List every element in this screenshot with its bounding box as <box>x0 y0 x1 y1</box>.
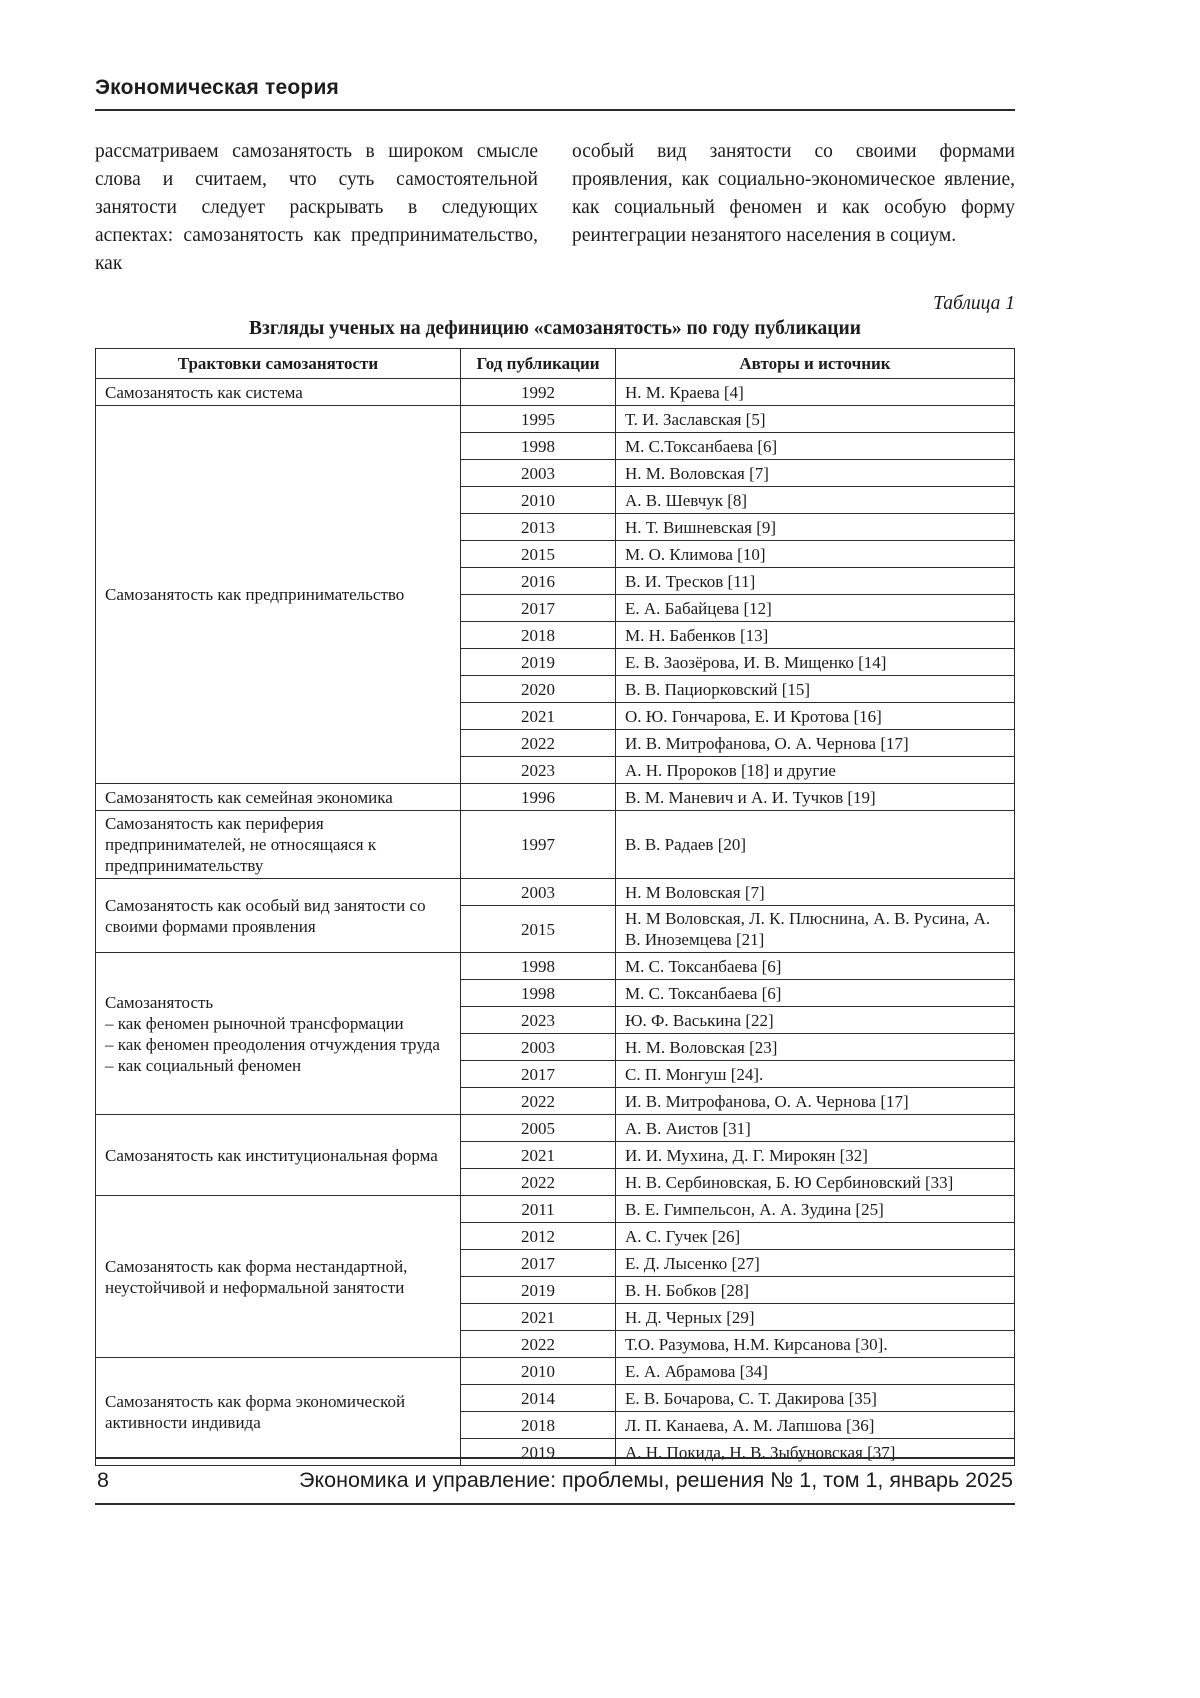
year-cell: 2015 <box>461 541 616 568</box>
year-cell: 2022 <box>461 1331 616 1358</box>
authors-cell: В. М. Маневич и А. И. Тучков [19] <box>616 784 1015 811</box>
year-cell: 2003 <box>461 460 616 487</box>
page-footer <box>95 1457 1015 1505</box>
page-content <box>95 76 1015 1466</box>
year-cell: 2020 <box>461 676 616 703</box>
authors-cell: Н. М Воловская [7] <box>616 879 1015 906</box>
year-cell: 2023 <box>461 757 616 784</box>
authors-cell: Е. В. Заозёрова, И. В. Мищенко [14] <box>616 649 1015 676</box>
authors-cell: М. С. Токсанбаева [6] <box>616 980 1015 1007</box>
authors-cell: А. В. Шевчук [8] <box>616 487 1015 514</box>
table-title: Взгляды ученых на дефиницию «самозанятость» по году публикации <box>249 318 861 339</box>
year-cell: 2014 <box>461 1385 616 1412</box>
authors-cell: Е. А. Абрамова [34] <box>616 1358 1015 1385</box>
interpretation-cell: Самозанятость как институциональная форма <box>96 1115 461 1196</box>
intro-left-column: рассматриваем самозанятость в широком смысле слова и считаем, что суть самостоятельной занятости следует раскрывать в следующих аспектах: самозанятость как предпринимательство, как <box>95 141 538 274</box>
year-cell: 1992 <box>461 379 616 406</box>
year-cell: 2010 <box>461 487 616 514</box>
year-cell: 2021 <box>461 1142 616 1169</box>
authors-cell: С. П. Монгуш [24]. <box>616 1061 1015 1088</box>
year-cell: 2021 <box>461 1304 616 1331</box>
year-cell: 2022 <box>461 1169 616 1196</box>
table-body <box>96 379 1015 1466</box>
authors-cell: Т. И. Заславская [5] <box>616 406 1015 433</box>
authors-cell: М. С.Токсанбаева [6] <box>616 433 1015 460</box>
authors-cell: И. В. Митрофанова, О. А. Чернова [17] <box>616 730 1015 757</box>
authors-cell: А. В. Аистов [31] <box>616 1115 1015 1142</box>
interpretation-cell: Самозанятость как предпринимательство <box>96 406 461 784</box>
col-header-authors: Авторы и источник <box>616 349 1015 379</box>
year-cell: 1996 <box>461 784 616 811</box>
year-cell: 2021 <box>461 703 616 730</box>
authors-cell: Л. П. Канаева, А. М. Лапшова [36] <box>616 1412 1015 1439</box>
header-rule <box>95 109 1015 111</box>
definitions-table <box>95 348 1015 1466</box>
year-cell: 2003 <box>461 1034 616 1061</box>
year-cell: 2022 <box>461 1088 616 1115</box>
authors-cell: Н. М. Воловская [7] <box>616 460 1015 487</box>
authors-cell: А. Н. Покида, Н. В. Зыбуновская [37] <box>616 1439 1015 1466</box>
authors-cell: И. И. Мухина, Д. Г. Мирокян [32] <box>616 1142 1015 1169</box>
year-cell: 2005 <box>461 1115 616 1142</box>
authors-cell: Н. Д. Черных [29] <box>616 1304 1015 1331</box>
authors-cell: Н. В. Сербиновская, Б. Ю Сербиновский [33] <box>616 1169 1015 1196</box>
authors-cell: О. Ю. Гончарова, Е. И Кротова [16] <box>616 703 1015 730</box>
authors-cell: Н. М. Воловская [23] <box>616 1034 1015 1061</box>
interpretation-cell: Самозанятость как форма нестандартной, неустойчивой и неформальной занятости <box>96 1196 461 1358</box>
year-cell: 2019 <box>461 1277 616 1304</box>
authors-cell: А. Н. Пророков [18] и другие <box>616 757 1015 784</box>
table-row <box>96 379 1015 406</box>
authors-cell: Е. А. Бабайцева [12] <box>616 595 1015 622</box>
table-caption: Таблица 1 <box>933 293 1015 314</box>
col-header-year: Год публикации <box>461 349 616 379</box>
year-cell: 2010 <box>461 1358 616 1385</box>
table-row <box>96 1196 1015 1223</box>
year-cell: 2015 <box>461 906 616 953</box>
authors-cell: В. В. Радаев [20] <box>616 811 1015 879</box>
authors-cell: В. Е. Гимпельсон, А. А. Зудина [25] <box>616 1196 1015 1223</box>
year-cell: 2017 <box>461 1250 616 1277</box>
year-cell: 2012 <box>461 1223 616 1250</box>
year-cell: 2017 <box>461 1061 616 1088</box>
section-header: Экономическая теория <box>95 76 340 99</box>
intro-paragraphs <box>95 138 1015 278</box>
page-number: 8 <box>97 1468 109 1492</box>
authors-cell: М. С. Токсанбаева [6] <box>616 953 1015 980</box>
authors-cell: В. В. Пациорковский [15] <box>616 676 1015 703</box>
year-cell: 1998 <box>461 433 616 460</box>
year-cell: 2017 <box>461 595 616 622</box>
interpretation-cell: Самозанятость как система <box>96 379 461 406</box>
authors-cell: Ю. Ф. Васькина [22] <box>616 1007 1015 1034</box>
authors-cell: Т.О. Разумова, Н.М. Кирсанова [30]. <box>616 1331 1015 1358</box>
intro-right-column: особый вид занятости со своими формами проявления, как социально-экономическое явление, как социальный феномен и как особую форму реинтеграции незанятого населения в социум. <box>572 141 1015 246</box>
authors-cell: И. В. Митрофанова, О. А. Чернова [17] <box>616 1088 1015 1115</box>
col-header-interpretations: Трактовки самозанятости <box>96 349 461 379</box>
table-row <box>96 784 1015 811</box>
authors-cell: Е. Д. Лысенко [27] <box>616 1250 1015 1277</box>
year-cell: 2013 <box>461 514 616 541</box>
interpretation-cell: Самозанятость как периферия предпринимателей, не относящаяся к предпринимательству <box>96 811 461 879</box>
authors-cell: Н. Т. Вишневская [9] <box>616 514 1015 541</box>
year-cell: 2019 <box>461 649 616 676</box>
authors-cell: М. Н. Бабенков [13] <box>616 622 1015 649</box>
table-row <box>96 1115 1015 1142</box>
year-cell: 1998 <box>461 953 616 980</box>
year-cell: 2018 <box>461 1412 616 1439</box>
table-row <box>96 811 1015 879</box>
journal-footer-text: Экономика и управление: проблемы, решения № 1, том 1, январь 2025 <box>299 1468 1013 1492</box>
interpretation-cell: Самозанятость как семейная экономика <box>96 784 461 811</box>
year-cell: 2019 <box>461 1439 616 1466</box>
authors-cell: А. С. Гучек [26] <box>616 1223 1015 1250</box>
authors-cell: В. Н. Бобков [28] <box>616 1277 1015 1304</box>
year-cell: 2011 <box>461 1196 616 1223</box>
year-cell: 2003 <box>461 879 616 906</box>
table-row <box>96 953 1015 980</box>
year-cell: 1997 <box>461 811 616 879</box>
authors-cell: М. О. Климова [10] <box>616 541 1015 568</box>
year-cell: 2023 <box>461 1007 616 1034</box>
table-row <box>96 879 1015 906</box>
interpretation-cell: Самозанятость как особый вид занятости со своими формами проявления <box>96 879 461 953</box>
authors-cell: Е. В. Бочарова, С. Т. Дакирова [35] <box>616 1385 1015 1412</box>
authors-cell: Н. М Воловская, Л. К. Плюснина, А. В. Русина, А. В. Иноземцева [21] <box>616 906 1015 953</box>
table-row <box>96 406 1015 433</box>
year-cell: 1995 <box>461 406 616 433</box>
year-cell: 1998 <box>461 980 616 1007</box>
table-row <box>96 1358 1015 1385</box>
year-cell: 2016 <box>461 568 616 595</box>
authors-cell: Н. М. Краева [4] <box>616 379 1015 406</box>
authors-cell: В. И. Тресков [11] <box>616 568 1015 595</box>
interpretation-cell: Самозанятость как форма экономической активности индивида <box>96 1358 461 1466</box>
year-cell: 2022 <box>461 730 616 757</box>
year-cell: 2018 <box>461 622 616 649</box>
interpretation-cell: Самозанятость – как феномен рыночной трансформации – как феномен преодоления отчуждения труда – как социальный феномен <box>96 953 461 1115</box>
table-header-row <box>96 349 1015 379</box>
